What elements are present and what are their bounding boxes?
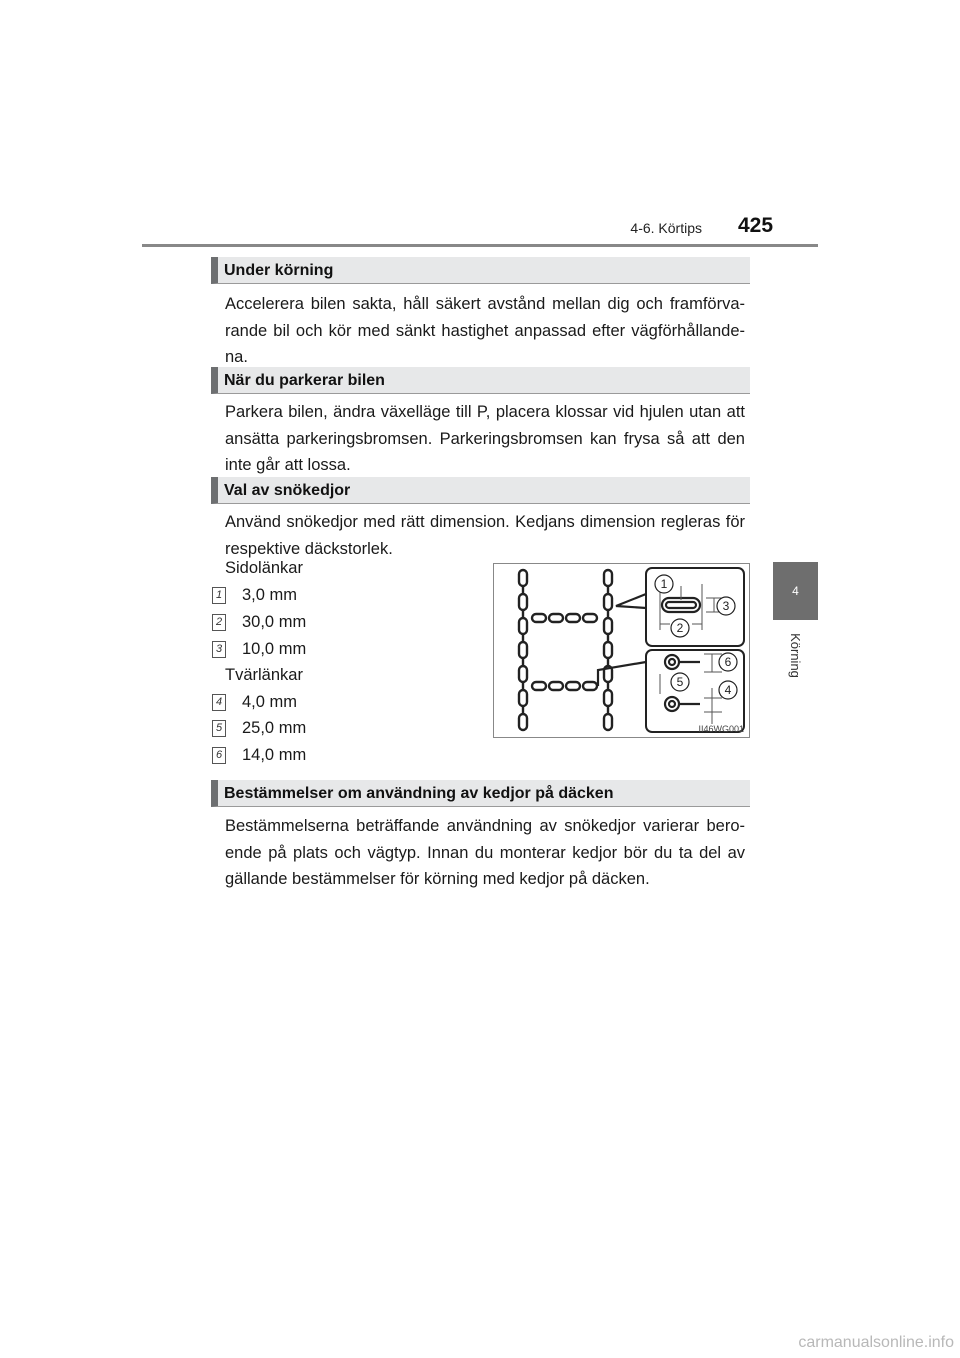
spec-number-badge: 1: [212, 587, 226, 604]
chapter-tab[interactable]: [773, 562, 818, 620]
spec-value: 25,0 mm: [242, 719, 307, 737]
section-text-under-korning: Accelerera bilen sakta, håll säkert avstånd mellan dig och framförva-rande bil och kör med sänkt hastighet anpassad efter vägförhållande-na.: [225, 295, 745, 366]
callout-4: 4: [724, 683, 732, 697]
spec-number-badge: 3: [212, 641, 226, 658]
spec-value: 10,0 mm: [242, 640, 307, 658]
page-number: 425: [738, 214, 774, 237]
callout-3: 3: [722, 599, 730, 613]
spec-item: [212, 693, 297, 712]
header-divider: [142, 244, 818, 247]
spec-number-badge: 2: [212, 614, 226, 631]
spec-value: 3,0 mm: [242, 586, 298, 604]
section-heading-bestammelser: Bestämmelser om användning av kedjor på däcken: [211, 780, 750, 807]
cross-links-label: Tvärlänkar: [225, 666, 303, 684]
running-header-section: 4-6. Körtips: [630, 220, 702, 236]
callout-5: 5: [676, 675, 684, 689]
chapter-label-text: Körning: [787, 632, 803, 678]
spec-value: 4,0 mm: [242, 693, 298, 711]
section-heading-parkering: När du parkerar bilen: [211, 367, 750, 394]
section-heading-snokedjor: Val av snökedjor: [211, 477, 750, 504]
spec-number-badge: 6: [212, 747, 226, 764]
spec-item: [212, 613, 306, 632]
side-links-label: Sidolänkar: [225, 559, 303, 577]
spec-item: [212, 640, 306, 659]
section-text-parkering: Parkera bilen, ändra växelläge till P, placera klossar vid hjulen utan att ansätta parkeringsbromsen. Parkeringsbromsen kan frysa så att den inte går att lossa.: [225, 403, 745, 474]
chapter-number: 4: [792, 584, 799, 598]
callout-2: 2: [676, 621, 684, 635]
spec-number-badge: 4: [212, 694, 226, 711]
spec-item: [212, 746, 306, 765]
callout-1: 1: [660, 577, 668, 591]
section-text-bestammelser: Bestämmelserna beträffande användning av snökedjor varierar bero-ende på plats och vägtyp. Innan du monterar kedjor bör du ta del av gällande bestämmelser för körning med kedjor på däcken.: [225, 817, 745, 888]
chapter-label: [760, 630, 830, 680]
section-text-snokedjor: Använd snökedjor med rätt dimension. Kedjans dimension regleras för respektive däckstorlek.: [225, 513, 745, 558]
spec-value: 30,0 mm: [242, 613, 307, 631]
watermark: carmanualsonline.info: [798, 1334, 954, 1351]
section-heading-under-korning: Under körning: [211, 257, 750, 284]
figure-code: II46WG001: [698, 724, 744, 734]
spec-number-badge: 5: [212, 720, 226, 737]
spec-value: 14,0 mm: [242, 746, 307, 764]
snow-chain-illustration: [494, 564, 749, 737]
callout-6: 6: [724, 655, 732, 669]
snow-chain-figure: [493, 563, 750, 738]
spec-item: [212, 586, 297, 605]
spec-item: [212, 719, 306, 738]
